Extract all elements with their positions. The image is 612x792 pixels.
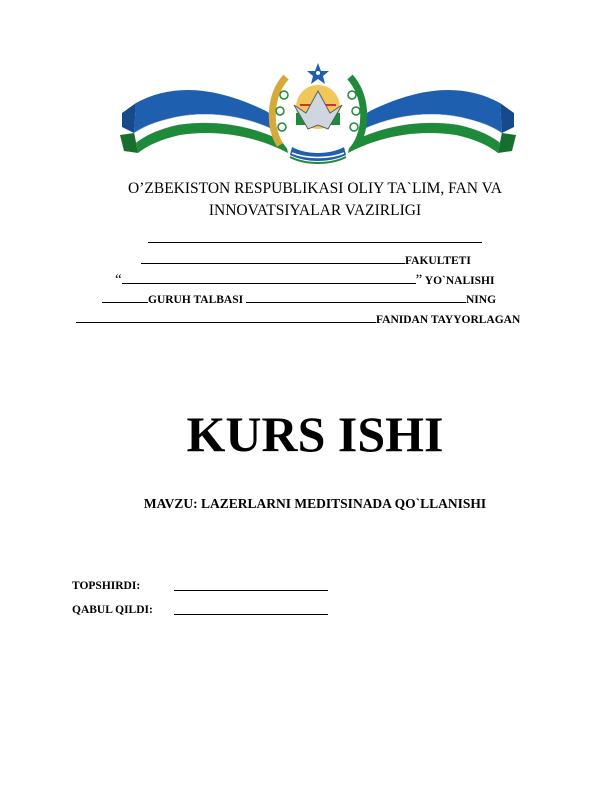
faculty-blank[interactable] bbox=[141, 252, 405, 264]
ministry-line-2: INNOVATSIYALAR VAZIRLIGI bbox=[208, 202, 422, 219]
subject-label: FANIDAN TAYYORLAGAN bbox=[376, 314, 521, 326]
faculty-line bbox=[141, 252, 471, 268]
direction-open-quote: “ bbox=[115, 272, 122, 288]
group-suffix: NING bbox=[466, 294, 497, 306]
accepted-row bbox=[72, 602, 153, 618]
submitted-row bbox=[72, 578, 140, 594]
group-line bbox=[102, 291, 496, 307]
faculty-label: FAKULTETI bbox=[405, 255, 471, 267]
group-prefix-blank[interactable] bbox=[102, 291, 148, 303]
group-label: GURUH TALBASI bbox=[148, 294, 244, 306]
flag-ribbon-right bbox=[348, 90, 516, 153]
submitted-label: TOPSHIRDI: bbox=[72, 580, 141, 592]
ministry-heading bbox=[60, 178, 570, 222]
submitted-field[interactable] bbox=[174, 578, 328, 591]
divider-line bbox=[148, 242, 482, 243]
accepted-field[interactable] bbox=[174, 602, 328, 615]
document-topic: MAVZU: LAZERLARNI MEDITSINADA QO`LLANISHI bbox=[143, 496, 487, 511]
accepted-label: QABUL QILDI: bbox=[72, 604, 153, 616]
direction-label: YO`NALISHI bbox=[424, 275, 495, 287]
group-student-blank[interactable] bbox=[246, 291, 466, 303]
ministry-line-1: O’ZBEKISTON RESPUBLIKASI OLIY TA`LIM, FAN VA bbox=[128, 180, 502, 197]
direction-close-quote: ” bbox=[415, 272, 423, 288]
state-emblem-icon bbox=[116, 55, 520, 167]
direction-blank[interactable] bbox=[122, 272, 416, 284]
flag-ribbon-left bbox=[120, 90, 288, 153]
subject-line bbox=[76, 311, 520, 327]
direction-line bbox=[115, 272, 494, 288]
subject-blank[interactable] bbox=[76, 311, 376, 323]
document-title: KURS ISHI bbox=[186, 406, 444, 462]
